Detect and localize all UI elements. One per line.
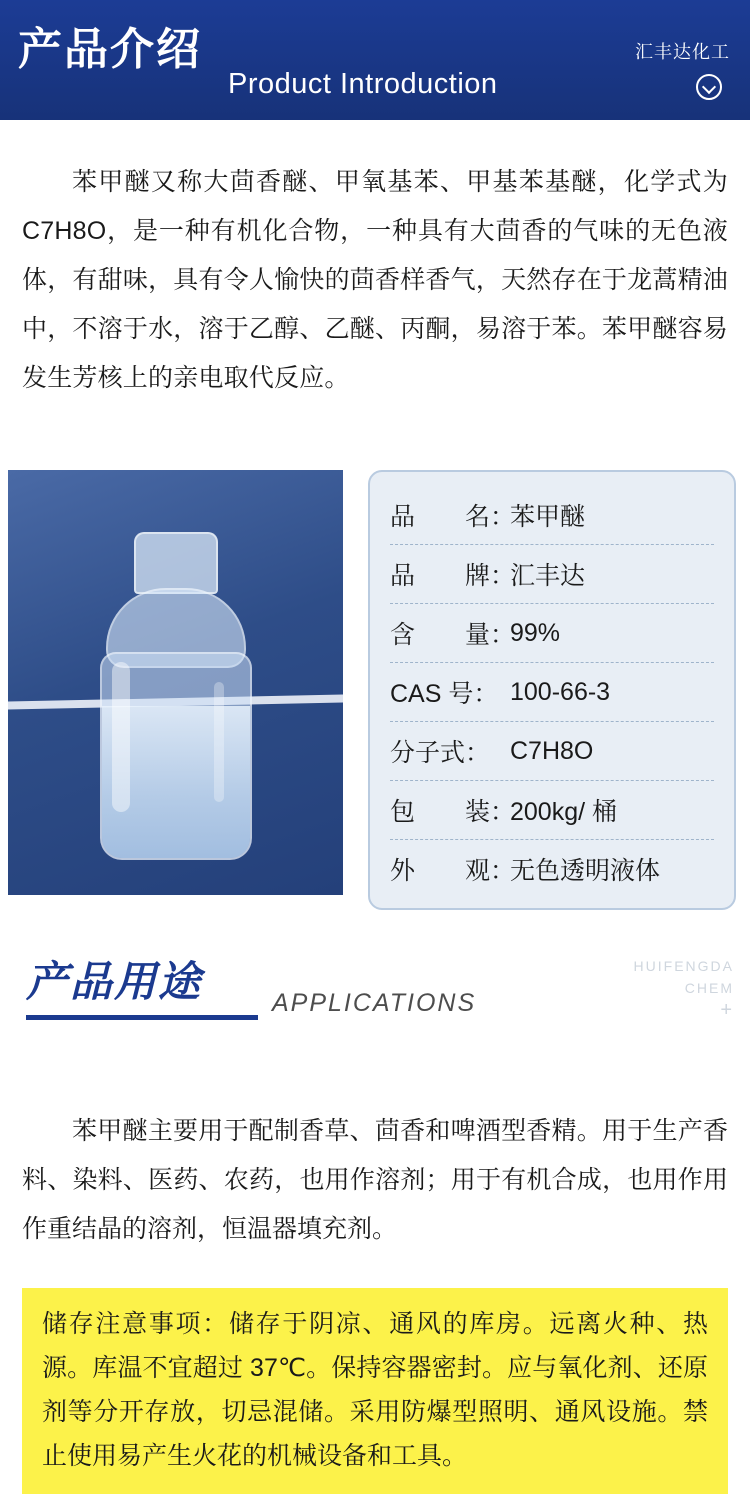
page-title-en: Product Introduction xyxy=(228,68,498,100)
storage-note: 储存注意事项：储存于阴凉、通风的库房。远离火种、热源。库温不宜超过 37℃。保持容器密封。应与氧化剂、还原剂等分开存放，切忌混储。采用防爆型照明、通风设施。禁止使用易产生火花的机械设备和工具。 xyxy=(22,1288,728,1494)
product-section xyxy=(0,470,750,910)
spec-key: 品 牌： xyxy=(390,562,516,590)
spec-table xyxy=(368,470,736,910)
table-row xyxy=(390,486,714,545)
spec-key: 分子式： xyxy=(390,739,491,767)
table-row xyxy=(390,781,714,840)
table-row xyxy=(390,840,714,898)
spec-value: C7H8O xyxy=(510,736,594,765)
page-header xyxy=(0,0,750,120)
spec-value: 99% xyxy=(510,618,561,647)
spec-key: 含 量： xyxy=(390,621,516,649)
applications-paragraph: 苯甲醚主要用于配制香草、茴香和啤酒型香精。用于生产香料、染料、医药、农药，也用作溶剂；用于有机合成，也用作用作重结晶的溶剂，恒温器填充剂。 xyxy=(22,1117,728,1243)
spec-key: 包 装： xyxy=(390,798,516,826)
spec-value: 汇丰达 xyxy=(510,562,586,590)
plus-icon: + xyxy=(720,999,734,1021)
applications-title-cn: 产品用途 xyxy=(26,958,203,1005)
spec-value: 无色透明液体 xyxy=(510,857,661,885)
watermark-line2: CHEM xyxy=(684,980,734,996)
table-row xyxy=(390,604,714,663)
applications-underline xyxy=(26,1015,258,1020)
applications-title-en: APPLICATIONS xyxy=(272,989,477,1017)
page-title-cn: 产品介绍 xyxy=(18,25,202,74)
bottle-highlight-left xyxy=(112,662,130,812)
spec-value: 200kg/ 桶 xyxy=(510,798,618,826)
bottle-highlight-right xyxy=(214,682,224,802)
spec-value: 苯甲醚 xyxy=(510,503,586,531)
table-row xyxy=(390,663,714,722)
spec-key: 外 观： xyxy=(390,857,516,885)
intro-paragraph: 苯甲醚又称大茴香醚、甲氧基苯、甲基苯基醚，化学式为 C7H8O，是一种有机化合物，一种具有大茴香的气味的无色液体，有甜味，具有令人愉快的茴香样香气，天然存在于龙蒿精油中，不溶于水，溶于乙醇、乙醚、丙酮，易溶于苯。苯甲醚容易发生芳核上的亲电取代反应。 xyxy=(22,168,728,392)
product-photo xyxy=(8,470,343,895)
spec-key: CAS 号： xyxy=(390,680,499,708)
spec-key: 品 名： xyxy=(390,503,516,531)
watermark xyxy=(594,955,734,1021)
watermark-line1: HUIFENGDA xyxy=(633,958,734,974)
spec-value: 100-66-3 xyxy=(510,677,611,706)
table-row xyxy=(390,545,714,604)
brand-label: 汇丰达化工 xyxy=(635,42,730,62)
chevron-down-circle-icon[interactable] xyxy=(696,74,722,100)
table-row xyxy=(390,722,714,781)
bottle-neck xyxy=(134,532,218,594)
bottle-illustration xyxy=(86,532,266,862)
applications-heading xyxy=(0,955,750,1065)
